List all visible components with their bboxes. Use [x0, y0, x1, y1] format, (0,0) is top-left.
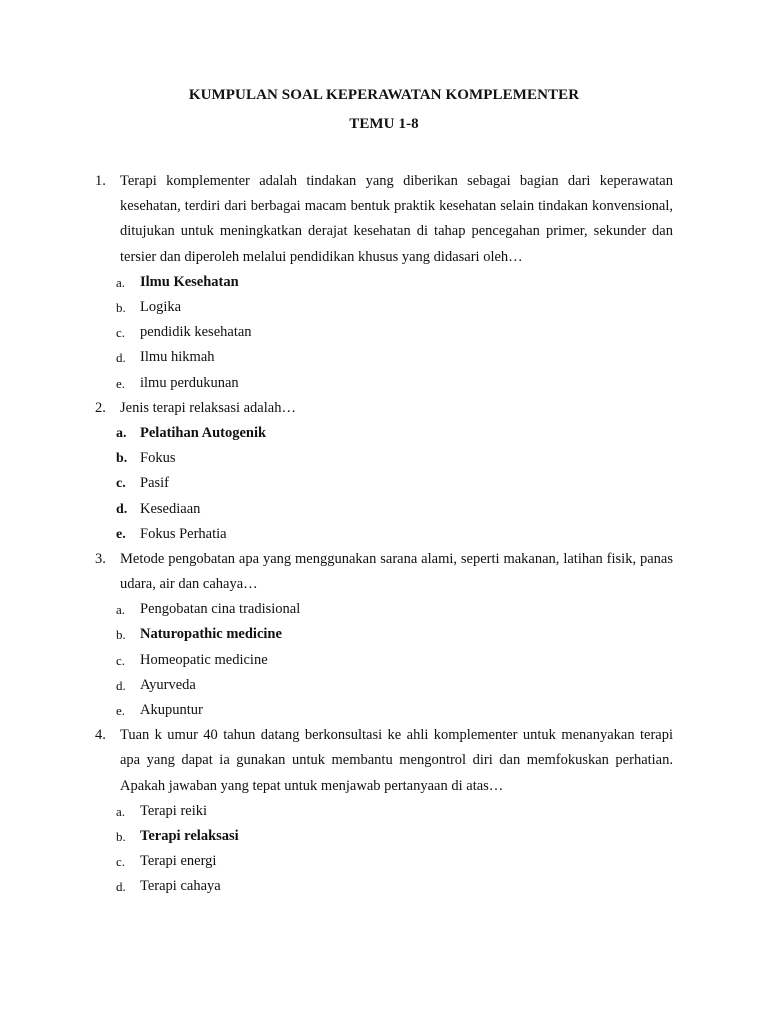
- option-text: Pasif: [140, 475, 169, 492]
- option-list: [0, 421, 768, 547]
- option-letter: b.: [116, 627, 126, 643]
- option-a: [0, 799, 768, 824]
- option-text: Pengobatan cina tradisional: [140, 601, 301, 618]
- question-2: [0, 396, 768, 547]
- option-c: [0, 849, 768, 874]
- question-text: Terapi komplementer adalah tindakan yang diberikan sebagai bagian dari keperawatan kesehatan, terdiri dari berbagai macam bentuk praktik kesehatan selain tindakan konvensional, ditujukan untuk meningkatkan derajat kesehatan di tahap pencegahan primer, sekunder dan tersier dan diperoleh melalui pendidikan khusus yang didasari oleh…: [120, 173, 673, 265]
- option-letter: a.: [116, 803, 126, 819]
- option-letter: e.: [116, 375, 126, 391]
- option-e: [0, 371, 768, 396]
- option-text-answer: Pelatihan Autogenik: [140, 424, 267, 441]
- document-subtitle: TEMU 1-8: [349, 116, 419, 132]
- option-b: [0, 446, 768, 471]
- option-text-answer: Naturopathic medicine: [140, 626, 282, 643]
- question-text: Tuan k umur 40 tahun datang berkonsultasi ke ahli komplementer untuk menanyakan terapi apa yang dapat ia gunakan untuk membantu mengontrol diri dan memfokuskan perhatian. Apakah jawaban yang tepat untuk menjawab pertanyaan di atas…: [120, 727, 673, 794]
- option-d: [0, 497, 768, 522]
- option-text: Terapi energi: [140, 853, 217, 870]
- question-4: [0, 723, 768, 899]
- question-text: Metode pengobatan apa yang menggunakan sarana alami, seperti makanan, latihan fisik, panas udara, air dan cahaya…: [120, 550, 673, 593]
- option-letter: d.: [116, 501, 128, 517]
- option-b: [0, 622, 768, 647]
- option-e: [0, 522, 768, 547]
- option-letter: c.: [116, 652, 126, 668]
- option-list: [0, 597, 768, 723]
- option-letter: d.: [116, 879, 126, 895]
- option-a: [0, 597, 768, 622]
- option-letter: c.: [116, 476, 126, 492]
- question-number: 4.: [95, 727, 106, 744]
- option-letter: b.: [116, 300, 126, 315]
- option-text: Homeopatic medicine: [140, 651, 268, 668]
- option-letter: a.: [116, 425, 127, 441]
- option-text: Ilmu hikmah: [140, 349, 215, 366]
- option-list: [0, 270, 768, 396]
- option-text: Kesediaan: [140, 500, 201, 517]
- option-text: Ayurveda: [140, 676, 196, 693]
- option-d: [0, 673, 768, 698]
- option-e: [0, 698, 768, 723]
- option-a: [0, 421, 768, 446]
- question-number: 1.: [95, 173, 106, 189]
- option-letter: c.: [116, 325, 126, 341]
- option-letter: e.: [116, 703, 126, 719]
- question-3: [0, 547, 768, 723]
- option-text: Terapi reiki: [140, 802, 208, 819]
- option-text: pendidik kesehatan: [140, 324, 252, 341]
- option-c: [0, 648, 768, 673]
- question-number: 3.: [95, 550, 106, 567]
- option-text: Logika: [140, 299, 182, 315]
- option-letter: d.: [116, 350, 126, 366]
- option-letter: c.: [116, 854, 126, 870]
- option-letter: d.: [116, 677, 126, 693]
- option-a: [0, 270, 768, 295]
- option-b: [0, 295, 768, 320]
- option-text-answer: Terapi relaksasi: [140, 828, 239, 845]
- question-1: [0, 169, 768, 396]
- option-text: Fokus Perhatia: [140, 525, 227, 542]
- option-text: Terapi cahaya: [140, 878, 221, 895]
- option-text-answer: Ilmu Kesehatan: [140, 273, 239, 290]
- option-text: ilmu perdukunan: [140, 374, 239, 391]
- option-letter: b.: [116, 451, 128, 467]
- question-list: [0, 169, 768, 900]
- question-number: 2.: [95, 399, 106, 416]
- option-letter: a.: [116, 602, 126, 618]
- option-d: [0, 345, 768, 370]
- option-letter: a.: [116, 274, 126, 290]
- option-letter: b.: [116, 829, 126, 845]
- option-b: [0, 824, 768, 849]
- option-list: [0, 799, 768, 900]
- document-title: KUMPULAN SOAL KEPERAWATAN KOMPLEMENTER: [188, 87, 580, 103]
- option-text: Fokus: [140, 450, 176, 467]
- option-d: [0, 874, 768, 899]
- option-c: [0, 471, 768, 496]
- option-letter: e.: [116, 526, 126, 542]
- option-text: Akupuntur: [140, 702, 203, 719]
- question-text: Jenis terapi relaksasi adalah…: [120, 399, 296, 416]
- option-c: [0, 320, 768, 345]
